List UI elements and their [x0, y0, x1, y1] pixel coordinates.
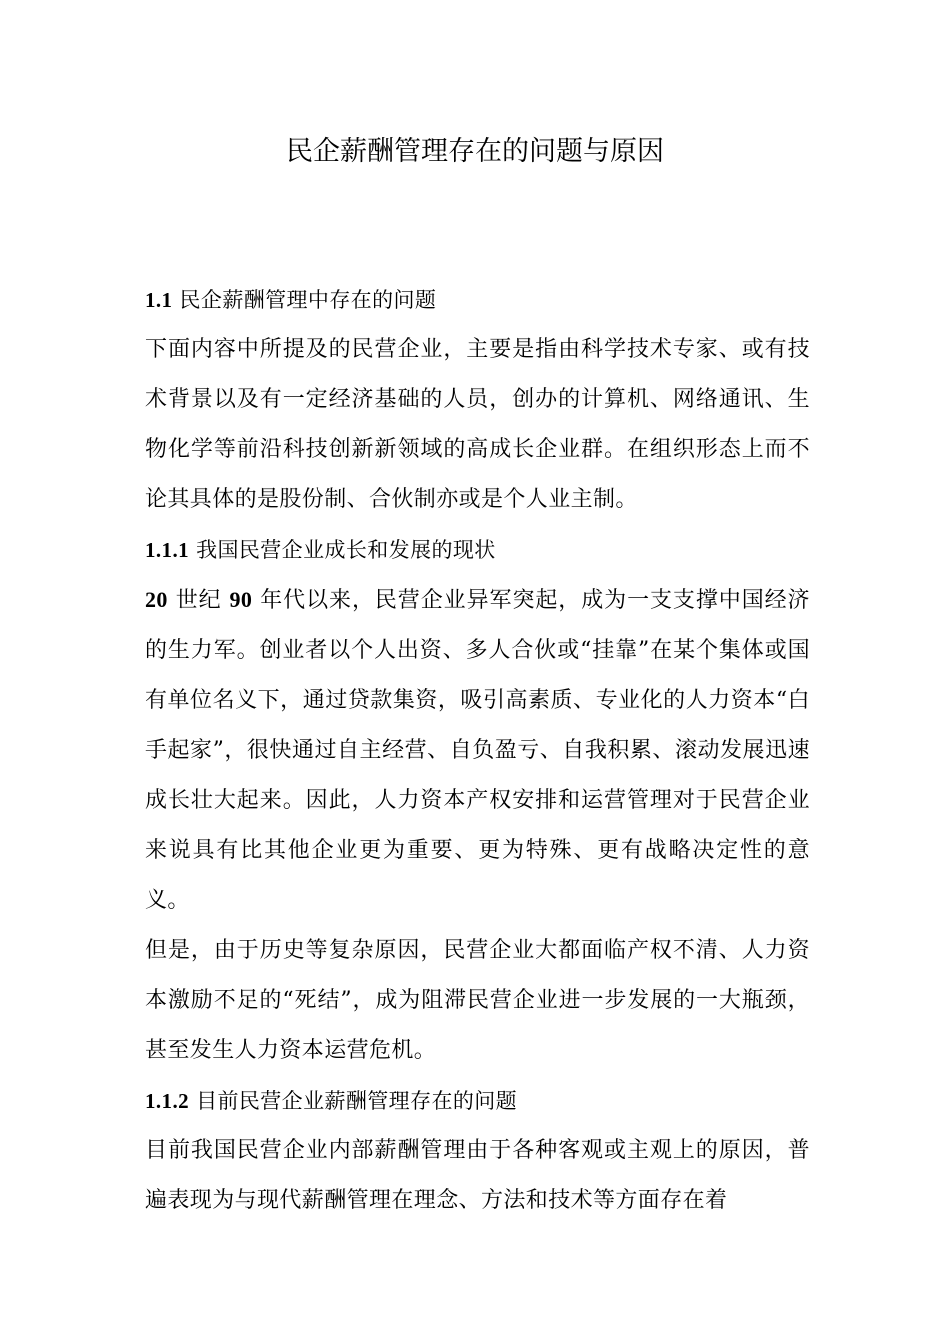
paragraph-text: 世纪	[175, 588, 222, 613]
section-number: 1.1.1	[145, 538, 189, 562]
section-heading-1-1-2	[145, 1076, 810, 1126]
section-heading-1-1	[145, 275, 810, 325]
section-heading-text: 我国民营企业成长和发展的现状	[196, 538, 496, 562]
paragraph	[145, 575, 810, 926]
paragraph: 目前我国民营企业内部薪酬管理由于各种客观或主观上的原因，普遍表现为与现代薪酬管理在理念、方法和技术等方面存在着	[145, 1138, 810, 1213]
document-body	[145, 275, 810, 1226]
document-title: 民企薪酬管理存在的问题与原因	[286, 136, 664, 167]
paragraph: 但是，由于历史等复杂原因，民营企业大都面临产权不清、人力资本激励不足的“死结”，成为阻滞民营企业进一步发展的一大瓶颈，甚至发生人力资本运营危机。	[145, 938, 810, 1063]
section-heading-text: 目前民营企业薪酬管理存在的问题	[196, 1089, 518, 1113]
section-number: 1.1.2	[145, 1089, 189, 1113]
year-number: 20	[145, 587, 168, 612]
section-heading-text: 民企薪酬管理中存在的问题	[179, 288, 437, 312]
paragraph: 下面内容中所提及的民营企业，主要是指由科学技术专家、或有技术背景以及有一定经济基础的人员，创办的计算机、网络通讯、生物化学等前沿科技创新新领域的高成长企业群。在组织形态上而不论其具体的是股份制、合伙制亦或是个人业主制。	[145, 337, 810, 512]
paragraph-text: 年代以来，民营企业异军突起，成为一支支撑中国经济的生力军。创业者以个人出资、多人合伙或“挂靠”在某个集体或国有单位名义下，通过贷款集资，吸引高素质、专业化的人力资本“白手起家”，很快通过自主经营、自负盈亏、自我积累、滚动发展迅速成长壮大起来。因此，人力资本产权安排和运营管理对于民营企业来说具有比其他企业更为重要、更为特殊、更有战略决定性的意义。	[145, 588, 810, 913]
section-heading-1-1-1	[145, 525, 810, 575]
year-number: 90	[229, 587, 253, 612]
section-number: 1.1	[145, 288, 173, 312]
